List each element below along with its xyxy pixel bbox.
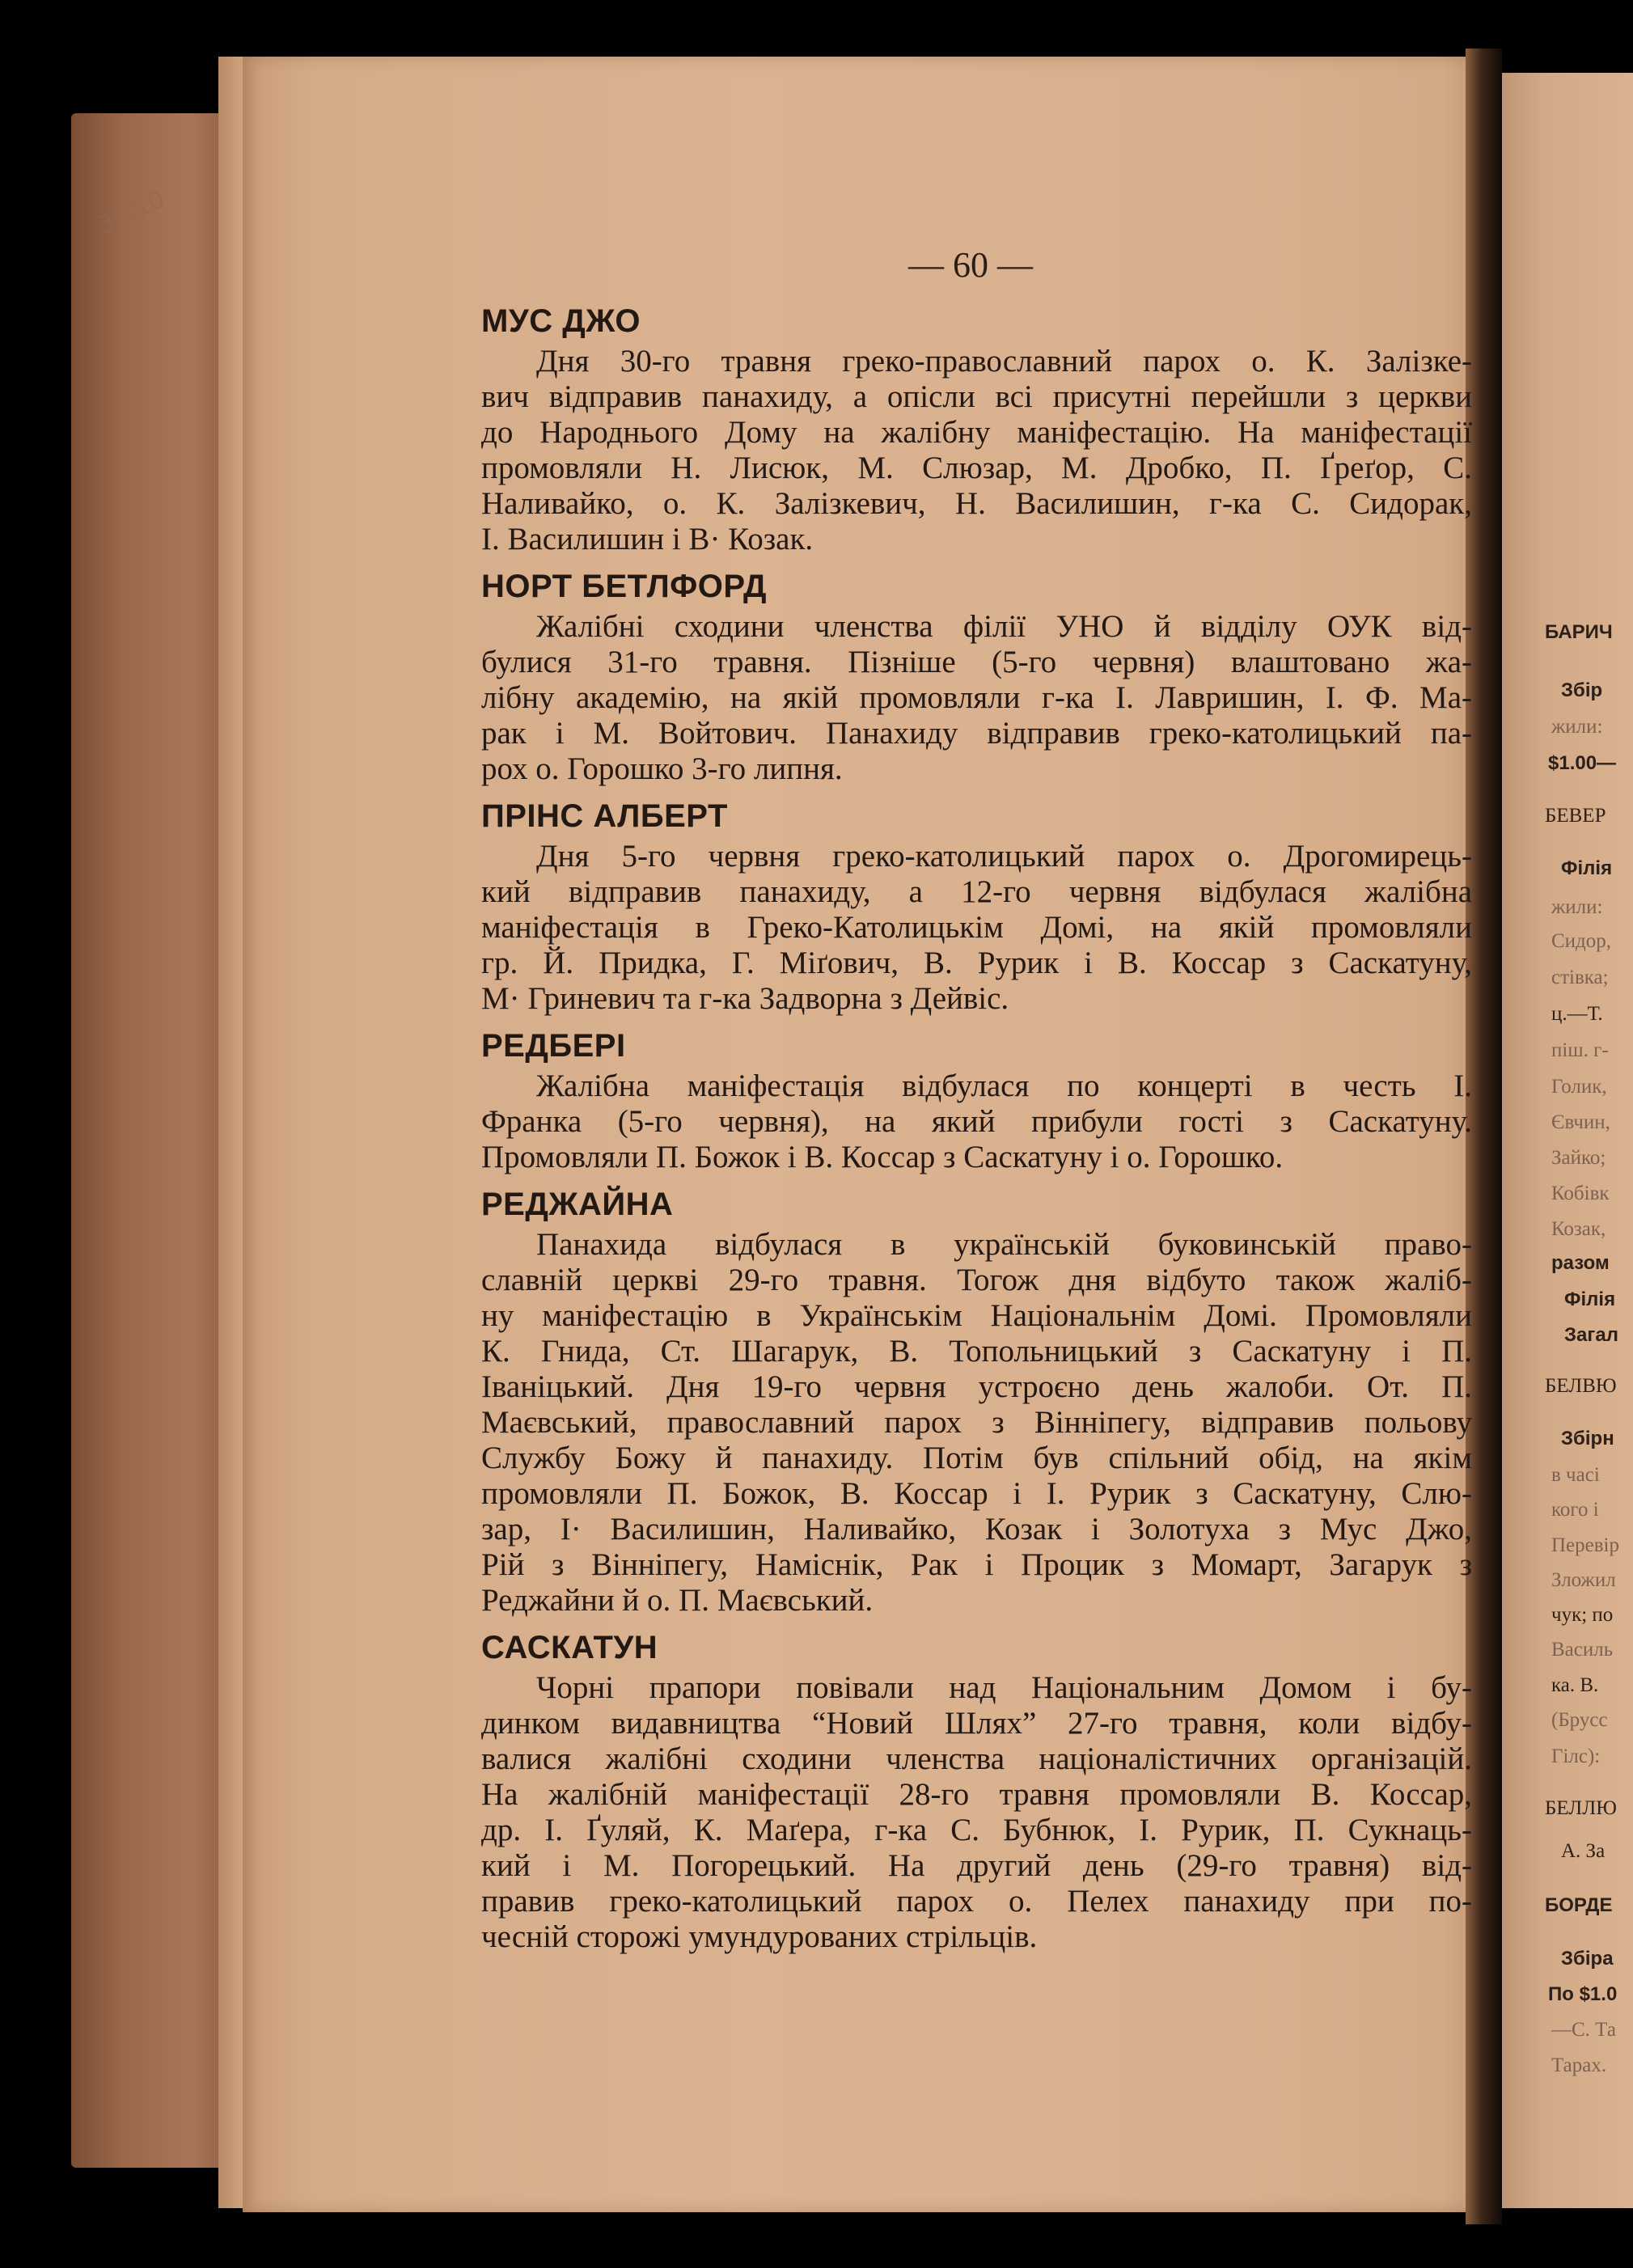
- text-line: рох о. Горошко 3-го липня.: [481, 751, 843, 786]
- text-line: лібну академію, на якій промовляли г-ка І. Лавришин, І. Ф. Ма-: [481, 680, 1472, 715]
- right-page-fragment: разом: [1551, 1252, 1610, 1274]
- right-page-fragment: БОРДЕ: [1545, 1894, 1613, 1916]
- text-line: булися 31-го травня. Пізніше (5-го червня) влаштовано жа-: [481, 645, 1472, 679]
- section-paragraph: [481, 839, 1472, 1017]
- right-page-fragment: БЕЛВЮ: [1545, 1375, 1617, 1397]
- text-line: ну маніфестацію в Українськім Національнім Домі. Промовляли: [481, 1298, 1472, 1333]
- text-line: рак і М. Войтович. Панахиду відправив греко-католицький па-: [481, 716, 1472, 751]
- text-line: зар, І· Василишин, Наливайко, Козак і Золотуха з Мус Джо,: [481, 1512, 1472, 1547]
- text-line: славній церкві 29-го травня. Тогож дня відбуто також жаліб-: [481, 1263, 1472, 1297]
- section-paragraph: [481, 1068, 1472, 1175]
- right-page-fragment: стівка;: [1551, 967, 1609, 988]
- right-page-fragment: в часі: [1551, 1464, 1600, 1486]
- page-number: — 60 —: [908, 245, 1033, 285]
- section: [481, 790, 1472, 1017]
- right-page-fragment: жили:: [1551, 896, 1603, 918]
- text-line: Жалібна маніфестація відбулася по концерті в честь І.: [536, 1068, 1472, 1103]
- section-heading: РЕДЖАЙНА: [481, 1187, 674, 1222]
- text-line: валися жалібні сходини членства націоналістичних організацій.: [481, 1741, 1472, 1776]
- section-paragraph: [481, 1670, 1472, 1955]
- text-line: Маєвський, православний парох з Вінніпегу, відправив польову: [481, 1405, 1472, 1440]
- right-page-fragment: (Брусс: [1551, 1709, 1608, 1731]
- text-line: др. І. Ґуляй, К. Маґера, г-ка С. Бубнюк, І. Рурик, П. Сукнаць-: [481, 1813, 1472, 1847]
- right-page-fragment: —С. Та: [1551, 2019, 1616, 2041]
- right-page-fragment: Філія: [1561, 857, 1613, 879]
- right-page-fragment: Кобівк: [1551, 1183, 1610, 1204]
- text-line: промовляли П. Божок, В. Коссар і І. Рурик з Саскатуну, Слю-: [481, 1476, 1472, 1511]
- right-page-fragment: БАРИЧ: [1545, 621, 1613, 643]
- right-page-fragment: Голик,: [1551, 1076, 1607, 1098]
- text-line: Франка (5-го червня), на який прибули гості з Саскатуну.: [481, 1104, 1472, 1139]
- pencil-margin-note: 31.10: [94, 184, 170, 240]
- text-line: К. Гнида, Ст. Шагарук, В. Топольницький з Саскатуну і П.: [481, 1334, 1472, 1369]
- section: [481, 1178, 1472, 1618]
- book-cover-edge: [71, 113, 241, 2168]
- right-page-text-fragments: [1545, 0, 1633, 2268]
- text-line: маніфестація в Греко-Католицькім Домі, на якій промовляли: [481, 910, 1472, 945]
- text-line: На жалібній маніфестації 28-го травня промовляли В. Коссар,: [481, 1777, 1472, 1812]
- text-line: чесній сторожі умундурованих стрільців.: [481, 1919, 1038, 1954]
- section-heading: НОРТ БЕТЛФОРД: [481, 569, 768, 604]
- text-line: гр. Й. Придка, Г. Міґович, В. Рурик і В. Коссар з Саскатуну,: [481, 946, 1472, 980]
- right-page-fragment: чук; по: [1551, 1604, 1614, 1626]
- text-line: кий і М. Погорецький. На другий день (29-го травня) від-: [481, 1848, 1472, 1883]
- right-page-fragment: кого і: [1551, 1499, 1599, 1521]
- right-page-fragment: По $1.0: [1548, 1983, 1618, 2005]
- text-line: Панахида відбулася в українській буковинській право-: [536, 1227, 1472, 1262]
- right-page-fragment: Перевір: [1551, 1534, 1619, 1556]
- right-page-fragment: ка. В.: [1551, 1674, 1599, 1696]
- section: [481, 1622, 1472, 1955]
- right-page-fragment: Козак,: [1551, 1218, 1606, 1240]
- right-page-fragment: піш. г-: [1551, 1039, 1609, 1061]
- text-line: Реджайни й о. П. Маєвський.: [481, 1583, 874, 1618]
- right-page-fragment: Василь: [1551, 1639, 1614, 1661]
- text-line: Наливайко, о. К. Залізкевич, Н. Василишин, г-ка С. Сидорак,: [481, 486, 1472, 521]
- text-line: динком видавництва “Новий Шлях” 27-го травня, коли відбу-: [481, 1706, 1472, 1741]
- right-page-fragment: Євчин,: [1551, 1111, 1610, 1133]
- text-line: правив греко-католицький парох о. Пелех панахиду при по-: [481, 1884, 1472, 1919]
- text-line: І. Василишин і В· Козак.: [481, 522, 814, 556]
- text-line: Дня 30-го травня греко-православний парох о. К. Залізке-: [536, 344, 1472, 379]
- right-page-fragment: Збір: [1561, 679, 1603, 701]
- section-heading: МУС ДЖО: [481, 303, 641, 339]
- right-page-fragment: Тарах.: [1551, 2054, 1607, 2076]
- right-page-fragment: Зайко;: [1551, 1147, 1606, 1169]
- text-line: Службу Божу й панахиду. Потім був спільний обід, на якім: [481, 1441, 1472, 1475]
- text-line: кий відправив панахиду, а 12-го червня відбулася жалібна: [481, 874, 1472, 909]
- text-line: Іваніцький. Дня 19-го червня устроєно день жалоби. От. П.: [481, 1369, 1472, 1404]
- text-line: Дня 5-го червня греко-католицький парох о. Дрогомирець-: [536, 839, 1472, 874]
- right-page-fragment: Загал: [1564, 1324, 1618, 1346]
- right-page-fragment: Філія: [1564, 1288, 1616, 1310]
- section-paragraph: [481, 1227, 1472, 1618]
- section-heading: ПРІНС АЛБЕРТ: [481, 798, 728, 834]
- right-page-fragment: БЕВЕР: [1545, 805, 1606, 827]
- section-heading: САСКАТУН: [481, 1630, 658, 1665]
- text-line: Чорні прапори повівали над Національним Домом і бу-: [536, 1670, 1472, 1705]
- text-line: Жалібні сходини членства філії УНО й відділу ОУК від-: [536, 609, 1472, 644]
- right-page-fragment: Сидор,: [1551, 930, 1612, 952]
- right-page-fragment: БЕЛЛЮ: [1545, 1797, 1617, 1819]
- section: [481, 561, 1472, 787]
- right-page-fragment: Збірн: [1561, 1428, 1614, 1449]
- text-line: до Народнього Дому на жалібну маніфестацію. На маніфестації: [481, 415, 1472, 450]
- section-paragraph: [481, 609, 1472, 787]
- text-line: Рій з Вінніпегу, Наміснік, Рак і Процик з Момарт, Загарук з: [481, 1547, 1472, 1582]
- text-line: вич відправив панахиду, а опісли всі присутні перейшли з церкви: [481, 379, 1472, 414]
- section: [481, 1020, 1472, 1175]
- text-line: промовляли Н. Лисюк, М. Слюзар, М. Дробко, П. Ґреґор, С.: [481, 451, 1472, 485]
- right-page-fragment: Збіра: [1561, 1948, 1614, 1970]
- right-page-fragment: ц.—Т.: [1551, 1003, 1603, 1025]
- text-line: М· Гриневич та г-ка Задворна з Дейвіс.: [481, 981, 1009, 1016]
- article-body: [481, 295, 1472, 1958]
- right-page-fragment: $1.00—: [1548, 752, 1617, 774]
- right-page-fragment: жили:: [1551, 716, 1603, 738]
- right-page-fragment: Гілс):: [1551, 1745, 1601, 1767]
- right-page-fragment: Зложил: [1551, 1569, 1616, 1591]
- text-line: Промовляли П. Божок і В. Коссар з Саскатуну і о. Горошко.: [481, 1140, 1284, 1174]
- section-heading: РЕДБЕРІ: [481, 1028, 626, 1064]
- section: [481, 295, 1472, 557]
- section-paragraph: [481, 344, 1472, 557]
- right-page-fragment: А. За: [1561, 1840, 1606, 1862]
